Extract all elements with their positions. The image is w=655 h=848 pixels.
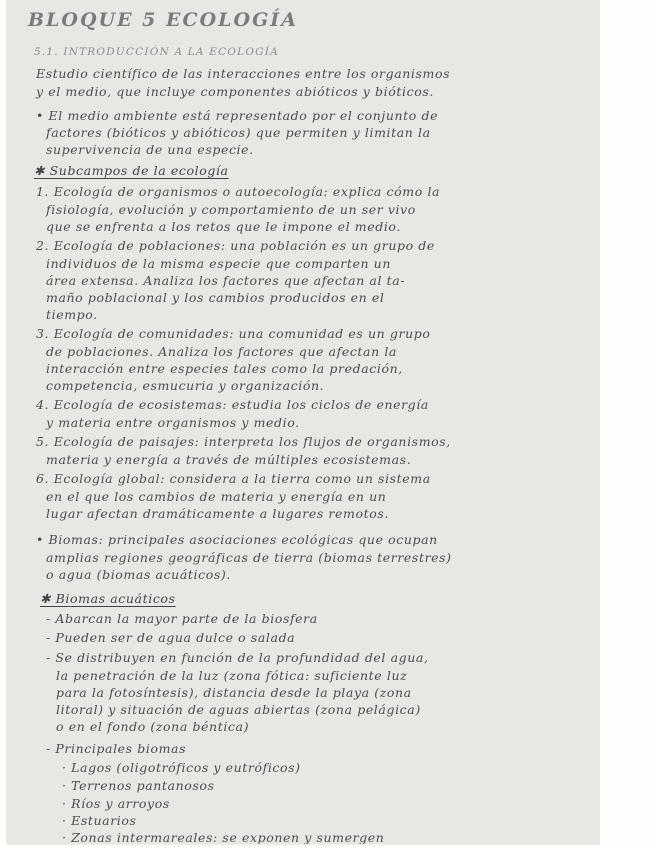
text-line: supervivencia de una especie.	[46, 142, 254, 157]
text-line: interacción entre especies tales como la predación,	[46, 361, 403, 376]
text-line: - Se distribuyen en función de la profundidad del agua,	[46, 650, 429, 665]
section-subtitle: 5.1. INTRODUCCIÓN A LA ECOLOGÍA	[34, 46, 279, 58]
text-line: 3. Ecología de comunidades: una comunidad es un grupo	[36, 326, 431, 341]
text-line: amplias regiones geográficas de tierra (biomas terrestres)	[46, 550, 452, 565]
text-line: y materia entre organismos y medio.	[46, 415, 300, 430]
text-line: en el que los cambios de materia y energía en un	[46, 489, 387, 504]
text-line: 6. Ecología global: considera a la tierra como un sistema	[36, 471, 431, 486]
list-item: · Terrenos pantanosos	[62, 778, 215, 793]
text-line: factores (bióticos y abióticos) que permiten y limitan la	[46, 125, 431, 140]
list-item: · Estuarios	[62, 813, 137, 828]
subcampos-heading: ✱ Subcampos de la ecología	[34, 163, 229, 178]
text-line: tiempo.	[46, 307, 98, 322]
biomas-acuaticos-heading: ✱ Biomas acuáticos	[40, 591, 176, 606]
text-line: o en el fondo (zona béntica)	[56, 719, 250, 734]
text-line: la penetración de la luz (zona fótica: suficiente luz	[56, 668, 408, 683]
text-line: - Principales biomas	[46, 741, 187, 756]
text-line: individuos de la misma especie que comparten un	[46, 256, 391, 271]
list-item: · Lagos (oligotróficos y eutróficos)	[62, 760, 301, 775]
text-line: o agua (biomas acuáticos).	[46, 567, 231, 582]
notebook-page	[6, 0, 600, 844]
page-title: BLOQUE 5 ECOLOGÍA	[28, 9, 298, 31]
text-line: Estudio científico de las interacciones entre los organismos	[36, 66, 451, 81]
text-line: fisiología, evolución y comportamiento de un ser vivo	[46, 202, 416, 217]
text-line: competencia, esmucuria y organización.	[46, 378, 325, 393]
text-line: que se enfrenta a los retos que le impone el medio.	[46, 219, 401, 234]
text-line: de poblaciones. Analiza los factores que afectan la	[46, 344, 397, 359]
text-line: litoral) y situación de aguas abiertas (zona pelágica)	[56, 702, 421, 717]
text-line: 5. Ecología de paisajes: interpreta los flujos de organismos,	[36, 434, 451, 449]
text-line: lugar afectan dramáticamente a lugares remotos.	[46, 506, 389, 521]
text-line: materia y energía a través de múltiples ecosistemas.	[46, 452, 412, 467]
text-line: y el medio, que incluye componentes abióticos y bióticos.	[36, 84, 434, 99]
text-line: • Biomas: principales asociaciones ecológicas que ocupan	[36, 532, 438, 547]
text-line: área extensa. Analiza los factores que afectan al ta-	[46, 273, 406, 288]
text-line: - Abarcan la mayor parte de la biosfera	[46, 611, 318, 626]
text-line: 2. Ecología de poblaciones: una población es un grupo de	[36, 238, 435, 253]
text-line: maño poblacional y los cambios producidos en el	[46, 290, 385, 305]
text-line: - Pueden ser de agua dulce o salada	[46, 630, 296, 645]
background-margin	[600, 0, 655, 848]
text-line: 1. Ecología de organismos o autoecología: explica cómo la	[36, 184, 441, 199]
list-item: · Ríos y arroyos	[62, 796, 170, 811]
list-item: · Zonas intermareales: se exponen y sumergen	[62, 830, 385, 844]
text-line: 4. Ecología de ecosistemas: estudia los ciclos de energía	[36, 397, 429, 412]
text-line: para la fotosíntesis), distancia desde la playa (zona	[56, 685, 412, 700]
text-line: • El medio ambiente está representado por el conjunto de	[36, 108, 439, 123]
